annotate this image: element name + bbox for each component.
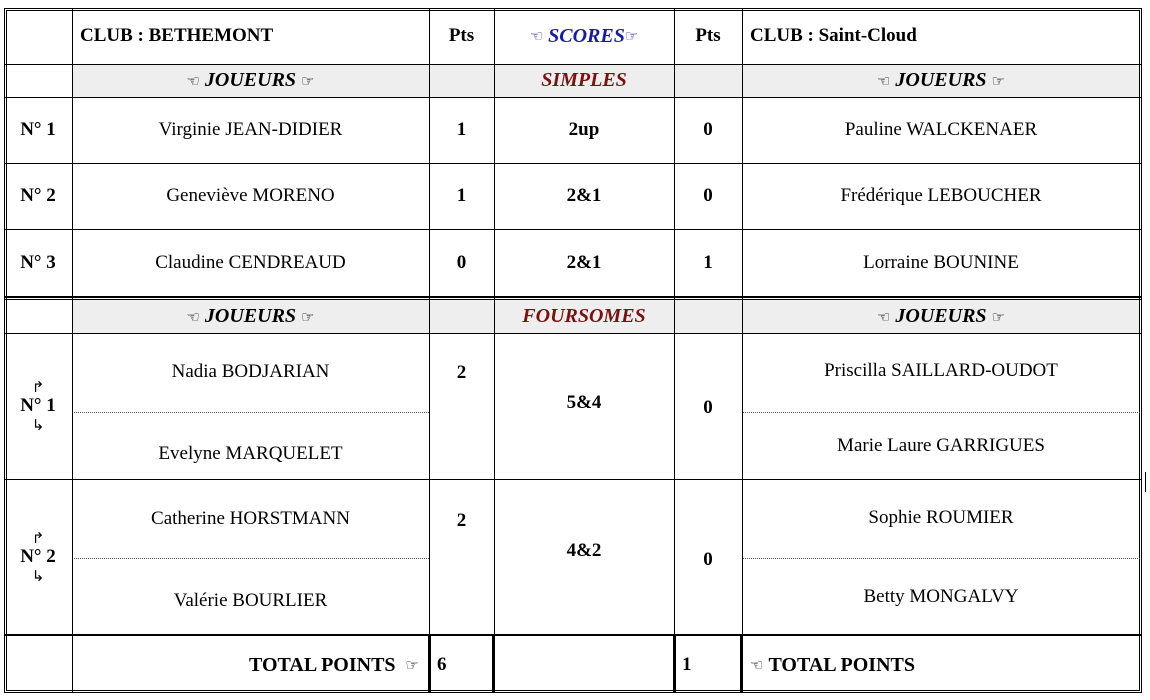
simples-row-1-left-player: Virginie JEAN-DIDIER [158,119,343,140]
simples-row-3-score: 2&1 [566,251,602,273]
simples-row-2-score: 2&1 [566,185,602,206]
simples-row-3-left-player: Claudine CENDREAUD [155,251,346,273]
row-divider [4,333,1142,334]
simples-row-1-score: 2up [568,119,600,140]
column-divider [674,8,675,637]
foursomes-row-2-left-player-a: Catherine HORSTMANN [151,508,350,529]
column-divider [742,8,743,637]
row-divider [4,163,1142,164]
foursomes-row-2-left-player-b: Valérie BOURLIER [173,590,328,611]
total-box-border [740,635,743,693]
simples-row-2-number: N° 2 [20,185,56,206]
total-left-points: 6 [437,654,447,675]
simples-row-2-right-player: Frédérique LEBOUCHER [840,185,1042,206]
foursomes-row-1-left-player-b: Evelyne MARQUELET [158,442,343,464]
pts-left-header: Pts [448,25,475,46]
pointing-left-hand-icon: ☜ [186,307,200,326]
pointing-right-hand-icon: ☞ [991,71,1006,90]
simples-row-1-left-points: 1 [456,119,467,140]
foursomes-row-1-left-points: 2 [456,362,467,383]
total-box-border [428,635,431,693]
arrow-down-left-icon: ↳ [31,566,45,585]
foursomes-row-1-right-player-b: Marie Laure GARRIGUES [837,434,1045,456]
pair-separator [742,558,1140,559]
total-points-left-label: TOTAL POINTS ☞ [249,653,419,676]
total-divider [4,634,1142,636]
foursomes-row-2-right-player-a: Sophie ROUMIER [868,507,1014,528]
foursomes-row-2-right-points: 0 [703,549,713,570]
pair-separator [742,412,1140,413]
simples-row-2-left-player: Geneviève MORENO [166,185,335,206]
pts-right-header: Pts [695,25,721,46]
foursomes-row-2-score: 4&2 [566,540,602,561]
foursomes-players-left-label: ☜ JOUEURS ☞ [186,305,315,327]
foursomes-row-1-right-player-a: Priscilla SAILLARD-OUDOT [824,359,1058,381]
row-divider [4,97,1142,98]
pointing-left-hand-icon: ☜ [750,656,764,674]
foursomes-row-2-left-points: 2 [456,510,467,531]
section-divider [4,296,1142,298]
row-divider [4,64,1142,65]
simples-row-3-left-points: 0 [456,251,467,273]
simples-row-1-right-player: Pauline WALCKENAER [844,119,1038,140]
simples-players-right-label: ☜ JOUEURS ☞ [876,69,1006,91]
simples-row-1-number: N° 1 [20,119,56,140]
outer-frame [4,8,1142,693]
pointing-right-hand-icon: ☞ [991,307,1006,326]
simples-row-3-right-points: 1 [703,251,713,273]
simples-row-3-number: N° 3 [20,251,56,273]
total-box-border [673,635,676,693]
pointing-right-hand-icon: ☞ [405,656,419,674]
pair-separator [72,558,429,559]
column-divider [494,8,495,637]
arrow-down-left-icon: ↳ [31,416,45,434]
score-sheet [4,8,1142,693]
simples-row-2-left-points: 1 [456,185,467,206]
arrow-up-right-icon: ↱ [31,528,45,547]
foursomes-section-label: FOURSOMES [522,305,646,327]
simples-row-2-right-points: 0 [703,185,713,206]
simples-row-1-right-points: 0 [703,119,713,140]
club-right-header: CLUB : Saint-Cloud [750,25,917,46]
total-right-points: 1 [682,654,692,675]
pointing-left-hand-icon: ☜ [876,307,891,326]
total-box-border [492,635,495,693]
row-divider [4,229,1142,230]
pointing-left-hand-icon: ☜ [876,71,891,90]
foursomes-row-1-left-player-a: Nadia BODJARIAN [171,361,330,382]
pointing-right-hand-icon: ☞ [301,307,315,326]
foursomes-row-1-score: 5&4 [566,392,602,413]
column-divider [72,8,73,693]
total-points-right-label: ☜ TOTAL POINTS [750,653,915,676]
arrow-up-right-icon: ↱ [31,378,45,396]
foursomes-row-1-right-points: 0 [703,397,713,418]
foursomes-players-right-label: ☜ JOUEURS ☞ [876,305,1006,327]
column-divider [429,8,430,637]
foursomes-row-1-number: N° 1 [20,395,56,416]
pointing-left-hand-icon: ☜ [529,27,544,45]
foursomes-row-2-right-player-b: Betty MONGALVY [863,585,1019,607]
pair-separator [72,412,429,413]
text-cursor [1145,472,1146,492]
simples-players-left-label: ☜ JOUEURS ☞ [186,69,315,91]
simples-section-label: SIMPLES [541,69,627,91]
pointing-right-hand-icon: ☞ [301,71,315,90]
simples-row-3-right-player: Lorraine BOUNINE [863,251,1019,273]
foursomes-row-2-number: N° 2 [20,545,56,567]
pointing-left-hand-icon: ☜ [186,71,200,90]
pointing-right-hand-icon: ☞ [624,27,639,45]
scores-header: ☜ SCORES ☞ [529,24,639,47]
row-divider [4,479,1142,480]
club-left-header: CLUB : BETHEMONT [80,25,274,46]
section-divider [4,299,1142,300]
